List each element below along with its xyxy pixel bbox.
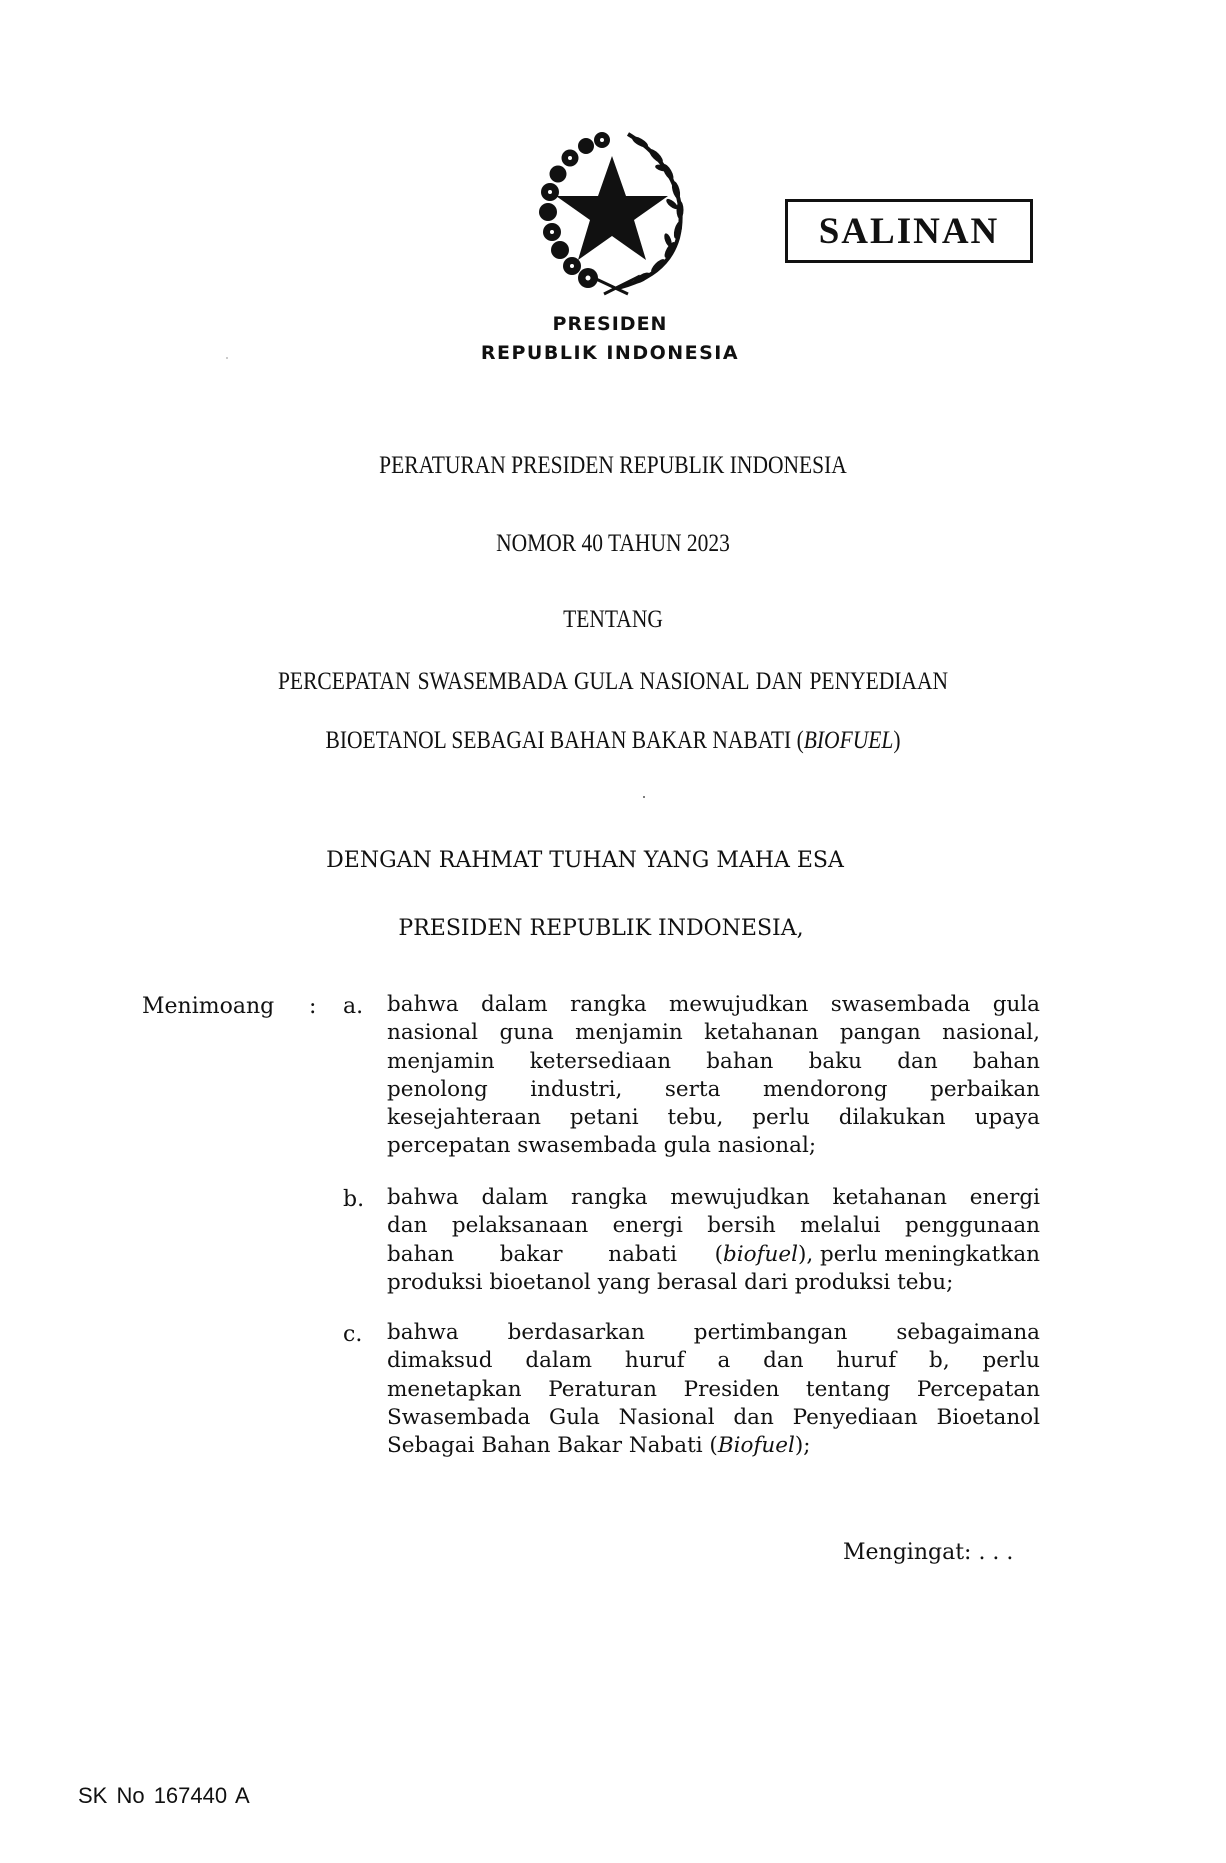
document-serial-code: SK No 167440 A	[78, 1783, 250, 1808]
text-line: dan pelaksanaan energi bersih melalui penggunaan	[387, 1213, 1040, 1239]
text-fragment: bahan bakar nabati	[387, 1241, 677, 1267]
text-line: Swasembada Gula Nasional dan Penyediaan Bioetanol	[387, 1404, 1040, 1430]
text-fragment: ), perlu meningkatkan	[797, 1241, 1040, 1267]
subject-text: BIOETANOL SEBAGAI BAHAN BAKAR NABATI (	[325, 727, 804, 754]
text-line: produksi bioetanol yang berasal dari produksi tebu;	[387, 1269, 954, 1295]
text-line: kesejahteraan petani tebu, perlu dilakukan upaya	[387, 1105, 1040, 1131]
text-line: penolong industri, serta mendorong perbaikan	[387, 1076, 1040, 1102]
star-icon	[556, 156, 668, 260]
text-fragment: );	[794, 1433, 811, 1459]
considerations-colon: :	[309, 994, 317, 1019]
scan-speck	[226, 357, 228, 359]
consideration-a-text	[387, 991, 1040, 1161]
regulation-number: NOMOR 40 TAHUN 2023	[496, 530, 730, 557]
header-republic: REPUBLIK INDONESIA	[480, 342, 740, 364]
scan-speck	[643, 796, 645, 798]
next-page-continuation: Mengingat: . . .	[843, 1540, 1014, 1565]
header-president: PRESIDEN	[552, 313, 668, 335]
copy-stamp	[785, 199, 1033, 263]
subject-close-paren: )	[893, 727, 901, 754]
italic-term: Biofuel	[717, 1433, 795, 1459]
consideration-c-letter: c.	[343, 1322, 363, 1347]
consideration-c-text	[387, 1319, 1040, 1460]
consideration-b-letter: b.	[343, 1187, 365, 1212]
text-line: bahwa dalam rangka mewujudkan swasembada gula	[387, 992, 1040, 1017]
preamble-grace: DENGAN RAHMAT TUHAN YANG MAHA ESA	[326, 848, 844, 873]
text-line: menjamin ketersediaan bahan baku dan bahan	[387, 1048, 1040, 1074]
text-line: percepatan swasembada gula nasional;	[387, 1133, 817, 1159]
text-line: nasional guna menjamin ketahanan pangan nasional,	[387, 1020, 1040, 1046]
text-fragment: (biofuel), perlu meningkatkan	[714, 1241, 1040, 1267]
considerations-label: Menimoang	[142, 994, 275, 1019]
text-fragment: Sebagai Bahan Bakar Nabati (	[387, 1433, 718, 1459]
regulation-about: TENTANG	[563, 606, 663, 633]
text-line: bahwa berdasarkan pertimbangan sebagaimana	[387, 1320, 1040, 1345]
regulation-subject-line-1: PERCEPATAN SWASEMBADA GULA NASIONAL DAN PENYEDIAAN	[277, 668, 949, 695]
preamble-president: PRESIDEN REPUBLIK INDONESIA,	[398, 916, 804, 941]
copy-stamp-label: SALINAN	[818, 210, 1000, 252]
text-line: bahwa dalam rangka mewujudkan ketahanan energi	[387, 1185, 1040, 1210]
text-line	[387, 1241, 1040, 1269]
presidential-emblem-icon	[528, 128, 696, 296]
italic-term: biofuel	[722, 1241, 798, 1267]
regulation-title: PERATURAN PRESIDEN REPUBLIK INDONESIA	[379, 452, 847, 479]
text-line: dimaksud dalam huruf a dan huruf b, perlu	[387, 1348, 1040, 1374]
consideration-a-letter: a.	[343, 994, 364, 1019]
consideration-b-text	[387, 1184, 1040, 1297]
text-line	[387, 1432, 1040, 1460]
regulation-subject-line-2	[86, 727, 1140, 755]
subject-italic-term: BIOFUEL	[803, 727, 894, 754]
text-line: menetapkan Peraturan Presiden tentang Percepatan	[387, 1376, 1040, 1402]
